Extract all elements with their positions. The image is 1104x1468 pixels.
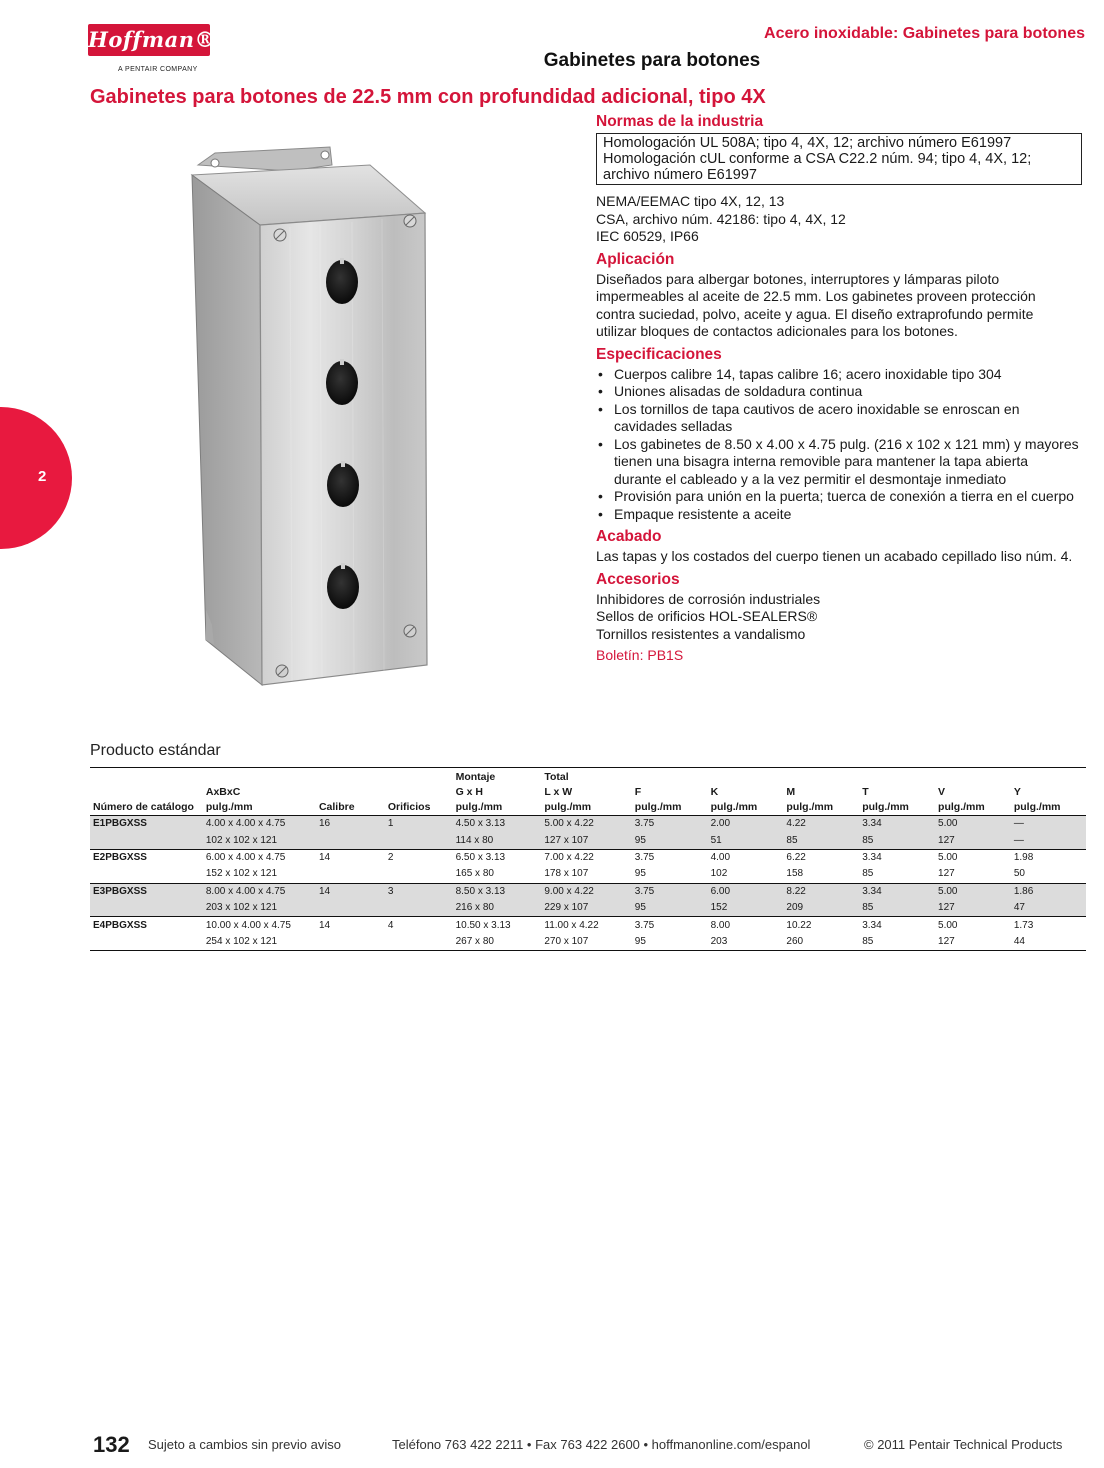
table-cell: 85 (783, 832, 859, 849)
table-cell: 50 (1013, 868, 1025, 880)
table-cell: 127 (935, 900, 1011, 917)
table-cell (316, 832, 385, 849)
table-cell: 10.50 x 3.13 (453, 917, 542, 934)
table-row (90, 934, 1086, 951)
catalog-number-cell: E4PBGXSS (90, 917, 203, 934)
table-row (90, 866, 1086, 883)
accessory-item: Inhibidores de corrosión industriales (596, 590, 821, 607)
table-cell (385, 934, 453, 951)
table-cell: 5.00 (935, 816, 1011, 833)
table-cell: 5.00 x 4.22 (541, 816, 631, 833)
table-cell: 95 (632, 832, 708, 849)
table-cell: 127 (938, 935, 955, 947)
table-cell: 4.50 x 3.13 (453, 816, 542, 833)
table-cell: 1.86 (1011, 883, 1086, 900)
table-cell: 16 (316, 816, 385, 833)
table-header-row (90, 768, 1086, 816)
table-cell: 3.75 (632, 917, 708, 934)
product-title: Gabinetes para botones de 22.5 mm con profundidad adicional, tipo 4X (90, 86, 766, 108)
table-cell: 1.73 (1011, 917, 1086, 934)
table-cell: 95 (634, 868, 646, 880)
finish-text: Las tapas y los costados del cuerpo tienen un acabado cepillado liso núm. 4. (596, 548, 1073, 564)
table-cell: 5.00 (935, 849, 1011, 866)
table-cell: 270 x 107 (544, 935, 589, 947)
column-header: Orificios (385, 768, 453, 816)
table-cell (385, 832, 453, 849)
table-cell: 165 x 80 (455, 868, 494, 880)
table-cell: — (1011, 816, 1086, 833)
column-header: AxBxC pulg./mm (203, 768, 316, 816)
table-cell (316, 934, 385, 951)
spec-item: • Los tornillos de tapa cautivos de acero inoxidable se enroscan en cavidades selladas (596, 401, 1096, 436)
catalog-number-cell (90, 866, 203, 883)
column-header: K pulg./mm (708, 768, 784, 816)
spec-item: • Uniones alisadas de soldadura continua (596, 383, 1096, 401)
table-cell: 6.50 x 3.13 (453, 849, 542, 866)
table-cell: 260 (786, 935, 804, 947)
table-cell: 3 (385, 883, 453, 900)
table-cell: 127 (938, 868, 955, 880)
mounting-flange-top (198, 147, 332, 171)
column-header: Número de catálogo (90, 768, 203, 816)
certification-line: Homologación cUL conforme a CSA C22.2 núm. 94; tipo 4, 4X, 12; (603, 151, 1032, 167)
table-cell: 254 x 102 x 121 (205, 935, 278, 947)
table-cell: 216 x 80 (453, 900, 542, 917)
spec-item: • Provisión para unión en la puerta; tuerca de conexión a tierra en el cuerpo (596, 488, 1096, 506)
table-cell: 3.34 (859, 816, 935, 833)
table-cell: 95 (632, 900, 708, 917)
catalog-number-cell: E3PBGXSS (90, 883, 203, 900)
finish-heading: Acabado (596, 528, 662, 545)
application-line: Diseñados para albergar botones, interruptores y lámparas piloto (596, 270, 1000, 287)
certification-box (596, 133, 1082, 185)
table-cell (385, 866, 453, 883)
table-cell: 14 (316, 883, 385, 900)
standards-list (596, 193, 1096, 246)
catalog-number-cell (90, 832, 203, 849)
table-cell: 4 (385, 917, 453, 934)
table-cell: 2 (385, 849, 453, 866)
table-cell: 11.00 x 4.22 (541, 917, 631, 934)
table-cell: 14 (316, 849, 385, 866)
table-cell: 3.34 (859, 917, 935, 934)
table-cell: 85 (859, 900, 935, 917)
spec-item: • Empaque resistente a aceite (596, 506, 1096, 524)
table-cell: 47 (1011, 900, 1086, 917)
application-line: contra suciedad, polvo, aceite y agua. El diseño extraprofundo permite (596, 305, 1034, 322)
table-cell: 5.00 (935, 917, 1011, 934)
catalog-number-cell (90, 900, 203, 917)
table-cell: — (1011, 832, 1086, 849)
catalog-number-cell: E2PBGXSS (90, 849, 203, 866)
application-line: utilizar bloques de contactos adicionales para los botones. (596, 323, 958, 339)
spec-item: • Cuerpos calibre 14, tapas calibre 16; acero inoxidable tipo 304 (596, 366, 1096, 384)
table-row (90, 900, 1086, 917)
table-cell: 85 (862, 868, 874, 880)
table-cell: 95 (634, 935, 646, 947)
footer-contact: Teléfono 763 422 2211 • Fax 763 422 2600 • hoffmanonline.com/espanol (392, 1437, 811, 1452)
table-cell: 267 x 80 (455, 935, 494, 947)
table-row (90, 849, 1086, 866)
catalog-number-cell: E1PBGXSS (90, 816, 203, 833)
table-cell: 85 (862, 935, 874, 947)
table-cell: 178 x 107 (544, 868, 589, 880)
table-cell: 4.00 (708, 849, 784, 866)
table-cell: 203 (710, 935, 728, 947)
column-header: F pulg./mm (632, 768, 708, 816)
footer-copyright: © 2011 Pentair Technical Products (864, 1437, 1063, 1452)
table-cell: 158 (786, 868, 804, 880)
standard-line: NEMA/EEMAC tipo 4X, 12, 13 (596, 193, 785, 209)
column-header: Y pulg./mm (1011, 768, 1086, 816)
table-cell: 102 (710, 868, 728, 880)
column-header: Montaje G x H pulg./mm (453, 768, 542, 816)
spec-item: • Los gabinetes de 8.50 x 4.00 x 4.75 pulg. (216 x 102 x 121 mm) y mayores tienen una bisagra interna removible para mantener la tapa abierta durante el cableado y a la vez permitir el desmontaje inmediato (596, 436, 1096, 489)
table-row (90, 832, 1086, 849)
product-photo (120, 125, 560, 715)
table-cell: 85 (859, 832, 935, 849)
table-row (90, 883, 1086, 900)
specifications-heading: Especificaciones (596, 345, 722, 363)
table-cell: 152 x 102 x 121 (205, 868, 278, 880)
standards-heading: Normas de la industria (596, 113, 764, 130)
table-cell: 3.75 (632, 816, 708, 833)
table-cell: 1 (385, 816, 453, 833)
table-cell: 10.22 (783, 917, 859, 934)
table-caption: Producto estándar (90, 742, 221, 759)
table-cell: 127 x 107 (541, 832, 631, 849)
table-row (90, 917, 1086, 934)
table-cell: 9.00 x 4.22 (541, 883, 631, 900)
bulletin-link[interactable]: Boletín: PB1S (596, 647, 684, 663)
column-header: Calibre (316, 768, 385, 816)
category-header: Acero inoxidable: Gabinetes para botones (764, 25, 1085, 42)
spec-column (596, 112, 1096, 665)
standard-line: IEC 60529, IP66 (596, 228, 699, 244)
certification-line: archivo número E61997 (603, 167, 757, 183)
chapter-tab-number: 2 (38, 468, 47, 485)
table-cell (316, 900, 385, 917)
table-cell: 229 x 107 (541, 900, 631, 917)
catalog-number-cell (90, 934, 203, 951)
application-line: impermeables al aceite de 22.5 mm. Los gabinetes proveen protección (596, 288, 1036, 304)
table-cell: 8.50 x 3.13 (453, 883, 542, 900)
table-cell (385, 900, 453, 917)
table-cell: 1.98 (1011, 849, 1086, 866)
table-cell: 10.00 x 4.00 x 4.75 (203, 917, 316, 934)
table-cell: 4.22 (783, 816, 859, 833)
footer-notice: Sujeto a cambios sin previo aviso (148, 1437, 341, 1452)
table-cell: 44 (1013, 935, 1025, 947)
standard-line: CSA, archivo núm. 42186: tipo 4, 4X, 12 (596, 210, 846, 227)
table-cell: 6.00 x 4.00 x 4.75 (203, 849, 316, 866)
section-title: Gabinetes para botones (543, 50, 761, 71)
table-cell: 8.00 x 4.00 x 4.75 (203, 883, 316, 900)
table-cell: 6.22 (783, 849, 859, 866)
chapter-tab (0, 407, 72, 549)
accessory-item: Tornillos resistentes a vandalismo (596, 625, 806, 642)
table-cell: 209 (783, 900, 859, 917)
product-table (90, 767, 1086, 951)
table-cell: 51 (708, 832, 784, 849)
table-cell: 3.75 (632, 883, 708, 900)
column-header: Total L x W pulg./mm (541, 768, 631, 816)
column-header: V pulg./mm (935, 768, 1011, 816)
column-header: T pulg./mm (859, 768, 935, 816)
table-cell: 8.00 (708, 917, 784, 934)
table-cell: 3.75 (632, 849, 708, 866)
application-text (596, 271, 1096, 341)
table-row (90, 816, 1086, 833)
table-cell: 203 x 102 x 121 (203, 900, 316, 917)
table-cell: 8.22 (783, 883, 859, 900)
hoffman-logo: Hoffman® (88, 24, 210, 56)
table-cell: 114 x 80 (453, 832, 542, 849)
accessories-list (596, 591, 1096, 665)
table-cell: 14 (316, 917, 385, 934)
accessories-heading: Accesorios (596, 570, 680, 588)
page-number: 132 (93, 1432, 130, 1457)
column-header: M pulg./mm (783, 768, 859, 816)
table-cell: 102 x 102 x 121 (203, 832, 316, 849)
table-cell: 3.34 (859, 849, 935, 866)
table-cell: 7.00 x 4.22 (541, 849, 631, 866)
table-cell: 3.34 (859, 883, 935, 900)
table-cell: 127 (935, 832, 1011, 849)
application-heading: Aplicación (596, 250, 675, 268)
specifications-list (596, 366, 1096, 524)
accessory-item: Sellos de orificios HOL-SEALERS® (596, 608, 818, 624)
table-cell: 5.00 (935, 883, 1011, 900)
table-cell: 152 (708, 900, 784, 917)
enclosure-side (192, 175, 262, 685)
table-cell: 4.00 x 4.00 x 4.75 (203, 816, 316, 833)
table-cell (316, 866, 385, 883)
logo-subtext: A PENTAIR COMPANY (118, 66, 198, 73)
certification-line: Homologación UL 508A; tipo 4, 4X, 12; archivo número E61997 (603, 135, 1012, 151)
table-cell: 2.00 (708, 816, 784, 833)
table-cell: 6.00 (708, 883, 784, 900)
